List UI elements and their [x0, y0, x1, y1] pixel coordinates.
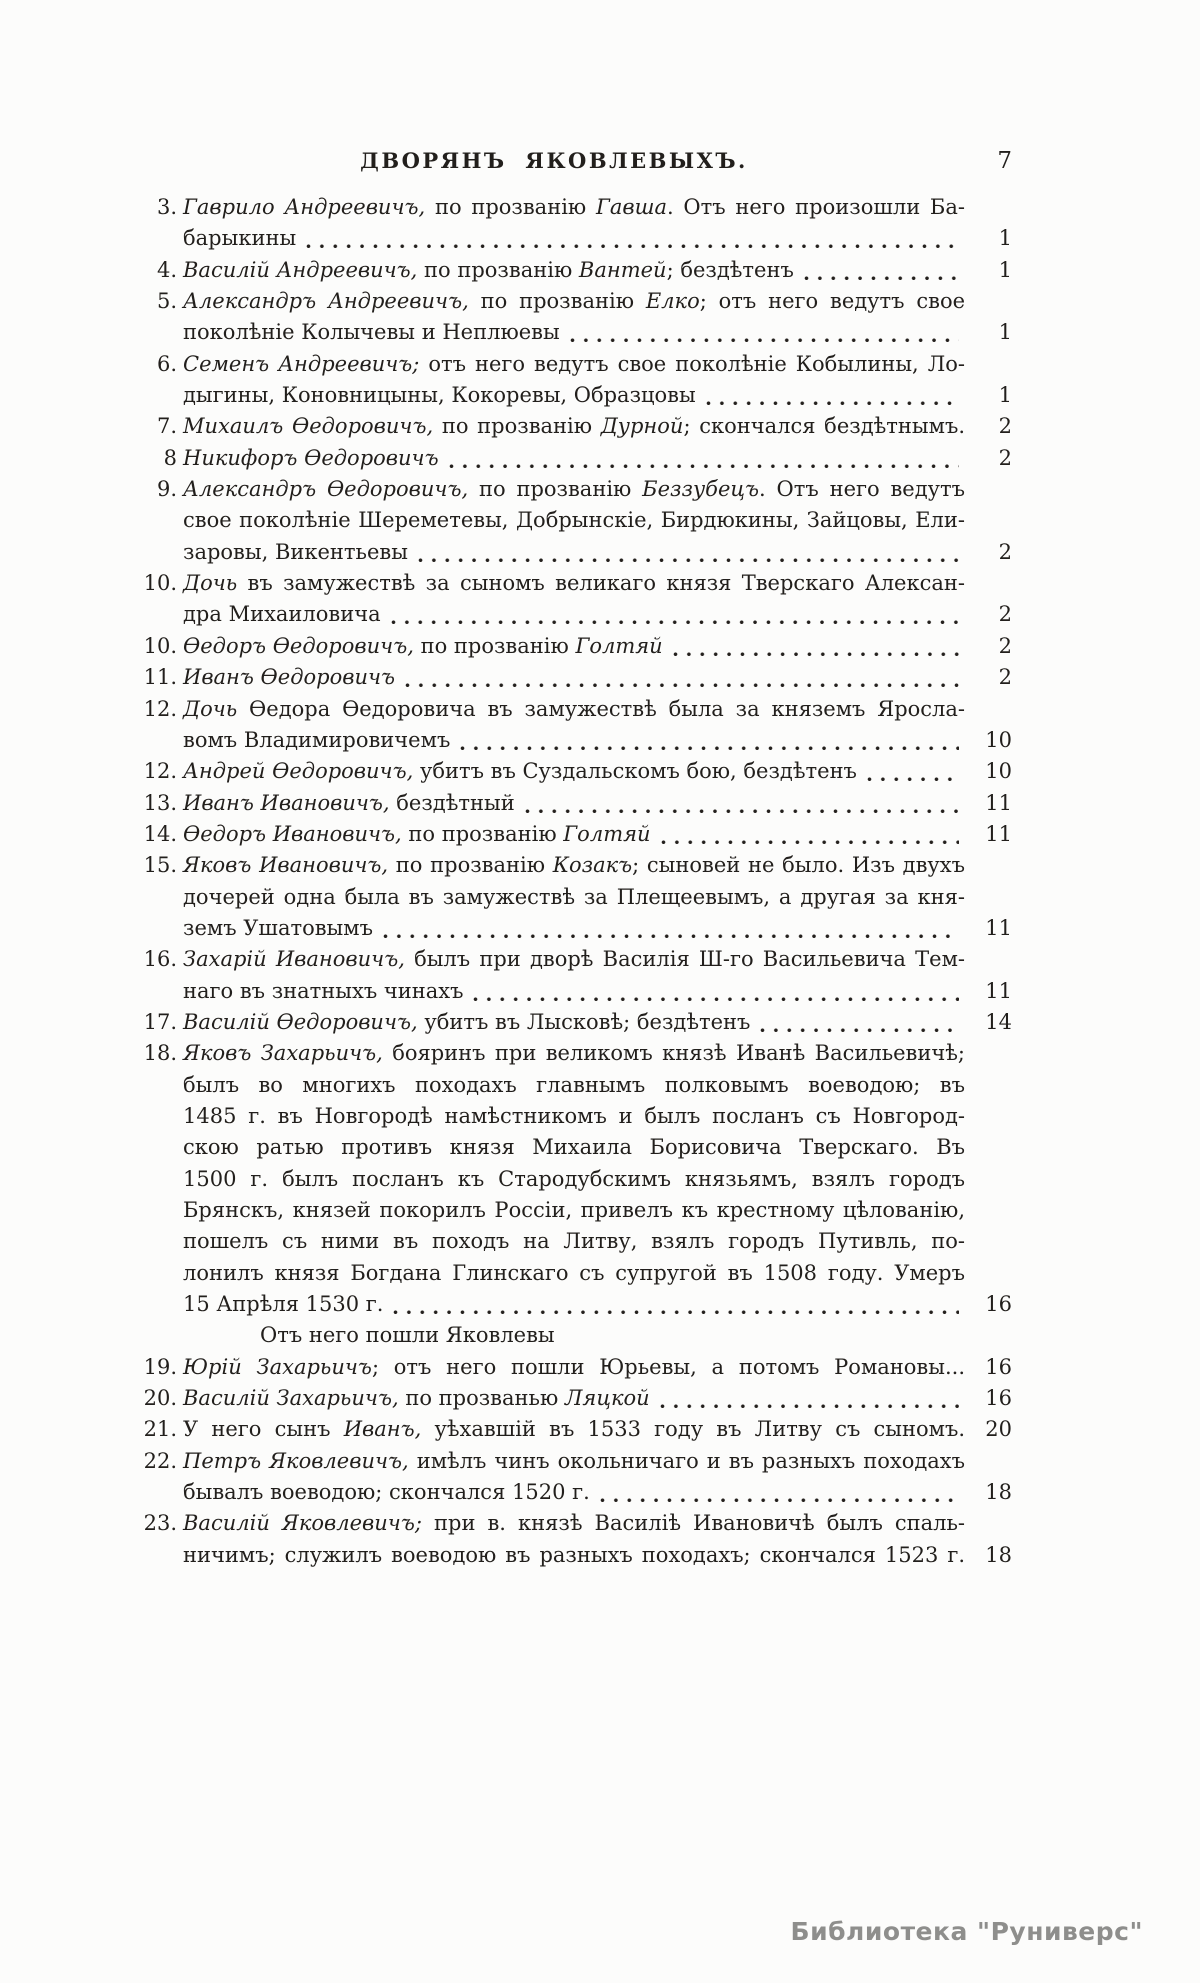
name-italic: Петръ Яковлевичъ, — [183, 1448, 409, 1473]
text-run: 15 Апрѣля 1530 г. — [183, 1292, 384, 1317]
entry-line — [143, 1446, 1012, 1477]
entry-text — [183, 380, 696, 411]
name-italic: Дурной — [600, 414, 684, 439]
entry-line — [143, 192, 1012, 223]
entry-page-number: 10 — [985, 727, 1012, 752]
entry-number: 12. — [143, 696, 177, 721]
entry-line — [143, 913, 1012, 944]
toc-entry — [143, 255, 1012, 286]
entry-line — [143, 1289, 1012, 1320]
entry-line — [143, 1477, 1012, 1508]
text-run: ; сыновей не было. Изъ двухъ — [632, 853, 965, 878]
entry-number: 17. — [143, 1009, 177, 1034]
toc-entry — [143, 1038, 1012, 1320]
text-run: по прозванію — [388, 853, 553, 878]
text-run: по прозванію — [417, 257, 579, 282]
dot-leader — [804, 255, 959, 286]
entry-text — [183, 443, 439, 474]
name-italic: Василій Андреевичъ, — [183, 257, 418, 282]
entry-line — [143, 1258, 1012, 1289]
toc-entry — [143, 443, 1012, 474]
toc-entry — [143, 850, 1012, 944]
name-italic: Елко — [645, 289, 700, 314]
toc-entry — [143, 1007, 1012, 1038]
name-italic: Василій Ѳедоровичъ, — [183, 1009, 418, 1034]
entry-text — [183, 944, 965, 975]
entry-number: 11. — [143, 665, 177, 690]
entry-page-number: 16 — [985, 1292, 1012, 1317]
entry-text — [183, 537, 408, 568]
entry-text — [183, 568, 965, 599]
entry-number: 20. — [143, 1386, 177, 1411]
entry-text — [183, 192, 965, 223]
entry-text — [183, 1258, 965, 1289]
text-run: по прозванію — [425, 195, 596, 219]
page-title: ДВОРЯНЪ ЯКОВЛЕВЫХЪ. — [360, 148, 748, 173]
entry-number: 8 — [163, 445, 177, 470]
text-run: свое поколѣніе Шереметевы, Добрынскіе, Бирдюкины, Зайцовы, Ели- — [183, 508, 965, 533]
entry-text — [183, 913, 373, 944]
entry-text — [183, 599, 381, 630]
entry-page-number: 10 — [985, 759, 1012, 784]
entry-text — [183, 882, 965, 913]
name-italic: Семенъ Андреевичъ; — [183, 351, 420, 376]
entry-line — [143, 662, 1012, 693]
entry-line — [143, 944, 1012, 975]
text-run: поколѣніе Колычевы и Неплюевы — [183, 320, 560, 345]
text-run: Отъ него пошли Яковлевы — [260, 1323, 555, 1348]
text-run: вомъ Владимировичемъ — [183, 727, 451, 752]
entry-line — [143, 1414, 1012, 1445]
name-italic: Иванъ Ивановичъ, — [183, 790, 390, 815]
dot-leader — [383, 913, 959, 944]
text-run: дочерей одна была въ замужествѣ за Плещеевымъ, а другая за кня- — [183, 884, 965, 909]
entry-line — [143, 1101, 1012, 1132]
name-italic: Юрій Захарьичъ — [183, 1354, 372, 1379]
name-italic: Захарій Ивановичъ, — [183, 947, 405, 972]
entry-line — [143, 1508, 1012, 1539]
text-run: скою ратью противъ князя Михаила Борисовича Тверскаго. Въ — [183, 1135, 965, 1160]
entry-text — [183, 1352, 965, 1383]
entry-line — [143, 1164, 1012, 1195]
dot-leader — [661, 819, 959, 850]
entry-line — [143, 1352, 1012, 1383]
entry-line — [143, 349, 1012, 380]
text-run: дыгины, Коновницыны, Кокоревы, Образцовы — [183, 383, 696, 408]
text-run: пошелъ съ ними въ походъ на Литву, взялъ городъ Путивль, по- — [183, 1229, 965, 1254]
entry-page-number: 2 — [998, 602, 1012, 627]
text-run: по прозванію — [401, 821, 564, 846]
entry-number: 23. — [143, 1511, 177, 1536]
entry-number: 5. — [156, 289, 177, 314]
dot-leader — [418, 537, 959, 568]
entry-number: 10. — [143, 633, 177, 658]
toc-entry — [143, 1352, 1012, 1383]
entry-line — [143, 1383, 1012, 1414]
text-run: заровы, Викентьевы — [183, 539, 408, 564]
entry-text — [183, 1383, 650, 1414]
entry-text — [183, 662, 395, 693]
entry-text — [183, 850, 965, 881]
entry-number: 9. — [156, 477, 177, 502]
entry-text — [183, 1038, 965, 1069]
dot-leader — [460, 725, 959, 756]
entry-text — [183, 756, 857, 787]
entry-text — [183, 1540, 965, 1571]
entry-page-number: 16 — [985, 1386, 1012, 1411]
text-run: былъ при дворѣ Василія Ш-го Васильевича Тем- — [404, 947, 965, 972]
toc-list — [143, 192, 1012, 1571]
dot-leader — [405, 662, 959, 693]
entry-text — [183, 1007, 750, 1038]
toc-entry — [143, 411, 1012, 442]
entry-page-number: 1 — [998, 320, 1012, 345]
text-run: убитъ въ Лысковѣ; бездѣтенъ — [417, 1009, 751, 1034]
text-run: 1500 г. былъ посланъ къ Стародубскимъ князьямъ, взялъ городъ — [183, 1166, 965, 1191]
text-run: ; бездѣтенъ — [666, 257, 794, 282]
dot-leader — [393, 1289, 959, 1320]
entry-text — [183, 411, 965, 442]
text-run: бывалъ воеводою; скончался 1520 г. — [183, 1480, 590, 1505]
entry-number: 12. — [143, 759, 177, 784]
toc-entry — [143, 694, 1012, 757]
entry-text — [183, 286, 965, 317]
entry-line — [143, 976, 1012, 1007]
entry-line — [143, 725, 1012, 756]
text-run: по прозванью — [398, 1386, 565, 1411]
entry-number: 10. — [143, 571, 177, 596]
name-italic: Александръ Ѳедоровичъ, — [183, 477, 469, 502]
name-italic: Гаврило Андреевичъ, — [183, 195, 426, 219]
entry-text — [183, 1195, 965, 1226]
entry-page-number: 2 — [998, 414, 1012, 439]
dot-leader — [706, 380, 959, 411]
entry-line — [143, 1007, 1012, 1038]
entry-line — [143, 1195, 1012, 1226]
entry-page-number: 1 — [998, 383, 1012, 408]
name-italic: Голтяй — [575, 633, 663, 658]
entry-line — [143, 599, 1012, 630]
dot-leader — [867, 756, 959, 787]
name-italic: Гавша — [595, 195, 667, 219]
name-italic: Дочь — [183, 571, 238, 596]
entry-text — [183, 819, 651, 850]
name-italic: Беззубецъ — [642, 477, 760, 502]
toc-entry — [143, 756, 1012, 787]
name-italic: Иванъ Ѳедоровичъ — [183, 665, 396, 690]
text-run: уѣхавшій въ 1533 году въ Литву съ сыномъ. — [421, 1417, 966, 1442]
entry-number: 6. — [156, 351, 177, 376]
entry-line — [143, 631, 1012, 662]
entry-number: 15. — [143, 853, 177, 878]
entry-text — [183, 1226, 965, 1257]
entry-number: 19. — [143, 1354, 177, 1379]
entry-page-number: 11 — [985, 821, 1012, 846]
entry-line — [143, 1320, 1012, 1351]
text-run: отъ него ведутъ свое поколѣніе Кобылины, Ло- — [419, 351, 965, 376]
text-run: былъ во многихъ походахъ главнымъ полковымъ воеводою; въ — [183, 1072, 965, 1097]
entry-line — [143, 317, 1012, 348]
entry-page-number: 20 — [985, 1417, 1012, 1442]
entry-number: 4. — [156, 257, 177, 282]
entry-number: 22. — [143, 1448, 177, 1473]
entry-page-number: 1 — [998, 257, 1012, 282]
entry-line — [143, 474, 1012, 505]
text-run: убитъ въ Суздальскомъ бою, бездѣтенъ — [413, 759, 857, 784]
toc-entry — [143, 631, 1012, 662]
entry-line — [143, 380, 1012, 411]
entry-line — [143, 819, 1012, 850]
entry-page-number: 1 — [998, 226, 1012, 251]
text-run: Брянскъ, князей покорилъ Россіи, привелъ къ крестному цѣлованію, — [183, 1198, 965, 1222]
text-run: ничимъ; служилъ воеводою въ разныхъ походахъ; скончался 1523 г. — [183, 1542, 965, 1567]
text-run: по прозванію — [468, 477, 643, 502]
name-italic: Вантей — [578, 257, 667, 282]
text-run: Ѳедора Ѳедоровича въ замужествѣ была за княземъ Яросла- — [237, 696, 965, 721]
entry-page-number: 2 — [998, 445, 1012, 470]
entry-text — [183, 505, 965, 536]
dot-leader — [673, 631, 959, 662]
entry-page-number: 16 — [985, 1354, 1012, 1379]
text-run: по прозванію — [468, 289, 646, 314]
entry-text — [183, 631, 663, 662]
entry-text — [183, 694, 965, 725]
entry-page-number: 11 — [985, 915, 1012, 940]
entry-text — [183, 725, 450, 756]
toc-entry — [143, 1320, 1012, 1351]
dot-leader — [391, 599, 959, 630]
toc-entry — [143, 819, 1012, 850]
name-italic: Василій Захарьичъ, — [183, 1386, 399, 1411]
entry-line — [143, 1070, 1012, 1101]
toc-entry — [143, 286, 1012, 349]
name-italic: Андрей Ѳедоровичъ, — [183, 759, 414, 784]
entry-line — [143, 694, 1012, 725]
text-run: бездѣтный — [389, 790, 515, 815]
text-run: ; скончался бездѣтнымъ. — [683, 414, 965, 439]
text-run: наго въ знатныхъ чинахъ — [183, 978, 464, 1003]
text-run: барыкины — [183, 226, 297, 251]
toc-entry — [143, 474, 1012, 568]
toc-entry — [143, 1508, 1012, 1571]
entry-line — [143, 255, 1012, 286]
entry-text — [183, 1446, 965, 1477]
toc-entry — [143, 788, 1012, 819]
name-italic: Иванъ, — [343, 1417, 422, 1442]
entry-line — [143, 756, 1012, 787]
entry-text — [183, 1289, 383, 1320]
name-italic: Голтяй — [563, 821, 651, 846]
entry-text — [183, 223, 296, 254]
text-run: . Отъ него произошли Ба- — [667, 195, 965, 219]
entry-text — [260, 1320, 555, 1351]
entry-text — [183, 976, 463, 1007]
text-run: бояринъ при великомъ князѣ Иванѣ Васильевичѣ; — [382, 1041, 965, 1066]
entry-text — [183, 1508, 965, 1539]
entry-line — [143, 411, 1012, 442]
entry-line — [143, 1038, 1012, 1069]
name-italic: Василій Яковлевичъ; — [183, 1511, 422, 1536]
entry-text — [183, 1164, 965, 1195]
entry-line — [143, 537, 1012, 568]
entry-page-number: 2 — [998, 665, 1012, 690]
dot-leader — [473, 976, 959, 1007]
toc-entry — [143, 662, 1012, 693]
text-run: при в. князѣ Василіѣ Ивановичѣ былъ спаль- — [421, 1511, 965, 1536]
entry-line — [143, 1132, 1012, 1163]
toc-entry — [143, 1383, 1012, 1414]
text-run: земъ Ушатовымъ — [183, 915, 373, 940]
toc-entry — [143, 944, 1012, 1007]
text-run: лонилъ князя Богдана Глинскаго съ супругой въ 1508 году. Умеръ — [183, 1260, 965, 1285]
entry-line — [143, 1540, 1012, 1571]
name-italic: Михаилъ Ѳедоровичъ, — [183, 414, 434, 439]
entry-text — [183, 1070, 965, 1101]
text-run: 1485 г. въ Новгородѣ намѣстникомъ и былъ посланъ съ Новгород- — [183, 1103, 965, 1128]
entry-page-number: 2 — [998, 539, 1012, 564]
entry-line — [143, 505, 1012, 536]
entry-line — [143, 568, 1012, 599]
text-run: . Отъ него ведутъ — [759, 477, 965, 502]
name-italic: Козакъ — [552, 853, 633, 878]
text-run: по прозванію — [433, 414, 601, 439]
entry-number: 3. — [156, 195, 177, 219]
toc-entry — [143, 1414, 1012, 1445]
entry-number: 21. — [143, 1417, 177, 1442]
toc-entry — [143, 192, 1012, 255]
dot-leader — [306, 223, 959, 254]
text-run: ; отъ него ведутъ свое — [699, 289, 966, 314]
text-run: имѣлъ чинъ окольничаго и въ разныхъ походахъ — [408, 1448, 965, 1473]
entry-line — [143, 788, 1012, 819]
entry-text — [183, 1101, 965, 1132]
entry-text — [183, 317, 560, 348]
watermark: Библиотека "Руниверс" — [790, 1917, 1143, 1946]
name-italic: Александръ Андреевичъ, — [183, 289, 469, 314]
entry-page-number: 14 — [985, 1009, 1012, 1034]
entry-line — [143, 443, 1012, 474]
dot-leader — [525, 788, 959, 819]
text-run: въ замужествѣ за сыномъ великаго князя Тверскаго Алексан- — [237, 571, 965, 596]
text-run: дра Михаиловича — [183, 602, 381, 627]
entry-page-number: 18 — [985, 1542, 1012, 1567]
dot-leader — [600, 1477, 959, 1508]
text-run: по прозванію — [413, 633, 576, 658]
entry-line — [143, 286, 1012, 317]
entry-number: 14. — [143, 821, 177, 846]
entry-text — [183, 1477, 590, 1508]
entry-page-number: 2 — [998, 633, 1012, 658]
entry-line — [143, 223, 1012, 254]
entry-number: 16. — [143, 947, 177, 972]
name-italic: Яковъ Ивановичъ, — [183, 853, 389, 878]
entry-line — [143, 882, 1012, 913]
name-italic: Яковъ Захарьичъ, — [183, 1041, 383, 1066]
entry-text — [183, 349, 965, 380]
name-italic: Ляцкой — [564, 1386, 650, 1411]
dot-leader — [449, 443, 959, 474]
text-run: ; отъ него пошли Юрьевы, а потомъ Романовы... — [371, 1354, 965, 1379]
entry-text — [183, 788, 515, 819]
dot-leader — [570, 317, 959, 348]
entry-number: 13. — [143, 790, 177, 815]
entry-text — [183, 255, 794, 286]
dot-leader — [660, 1383, 959, 1414]
entry-text — [183, 474, 965, 505]
entry-line — [143, 1226, 1012, 1257]
name-italic: Ѳедоръ Ѳедоровичъ, — [183, 633, 414, 658]
entry-page-number: 11 — [985, 790, 1012, 815]
page-header — [143, 148, 1012, 174]
entry-number: 7. — [156, 414, 177, 439]
dot-leader — [760, 1007, 959, 1038]
entry-page-number: 11 — [985, 978, 1012, 1003]
name-italic: Никифоръ Ѳедоровичъ — [183, 445, 439, 470]
header-page-number: 7 — [997, 148, 1012, 174]
entry-page-number: 18 — [985, 1480, 1012, 1505]
toc-entry — [143, 349, 1012, 412]
entry-text — [183, 1414, 965, 1445]
toc-entry — [143, 1446, 1012, 1509]
toc-entry — [143, 568, 1012, 631]
text-run: У него сынъ — [183, 1417, 344, 1442]
entry-number: 18. — [143, 1041, 177, 1066]
name-italic: Дочь — [183, 696, 238, 721]
entry-text — [183, 1132, 965, 1163]
name-italic: Ѳедоръ Ивановичъ, — [183, 821, 402, 846]
entry-line — [143, 850, 1012, 881]
